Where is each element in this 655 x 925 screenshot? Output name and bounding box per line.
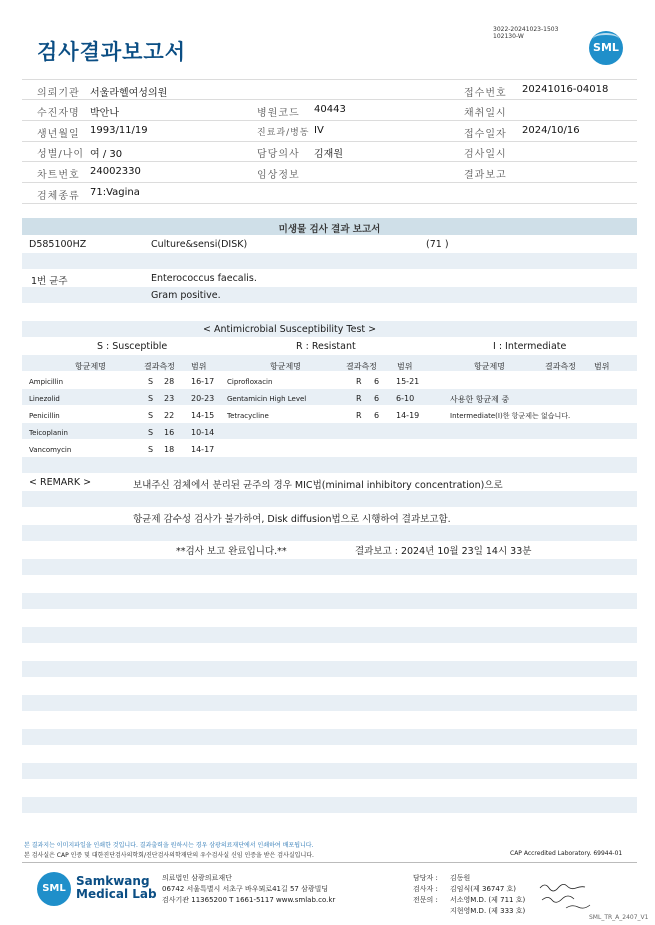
drug-name: Ciprofloxacin xyxy=(227,378,273,386)
dob-value: 1993/11/19 xyxy=(90,125,148,136)
strain-label: 1번 균주 xyxy=(31,276,68,287)
drug-name: Ampicillin xyxy=(29,378,64,386)
ward-code-value: 40443 xyxy=(314,104,346,115)
row-stripe xyxy=(22,287,637,303)
drug-name: Vancomycin xyxy=(29,446,72,454)
col-drug-header-3: 항균제명 xyxy=(474,362,505,371)
drug-name: Teicoplanin xyxy=(29,429,68,437)
drug-range: 16-17 xyxy=(191,377,215,386)
remark-line-1: 보내주신 검체에서 분리된 균주의 경우 MIC법(minimal inhibitory concentration)으로 xyxy=(133,480,503,491)
divider xyxy=(22,203,637,204)
drug-value: 16 xyxy=(164,428,175,437)
divider xyxy=(22,120,637,121)
row-stripe xyxy=(22,729,637,745)
sex-age-label: 성별/나이 xyxy=(37,149,85,160)
drug-range: 14-17 xyxy=(191,445,215,454)
footer-notice-1: 본 결과지는 이미지파일을 인쇄한 것입니다. 결과출력을 원하시는 경우 삼광의료재단에서 인쇄하여 배포됩니다. xyxy=(24,842,314,849)
divider xyxy=(22,79,637,80)
handwritten-signatures xyxy=(538,880,598,912)
row-stripe xyxy=(22,491,637,507)
drug-value: 6 xyxy=(374,411,380,420)
drug-range: 20-23 xyxy=(191,394,215,403)
row-stripe xyxy=(22,525,637,541)
collect-label: 채취일시 xyxy=(464,108,507,119)
report-codes xyxy=(493,26,558,40)
drug-name: Penicillin xyxy=(29,412,60,420)
row-stripe xyxy=(22,763,637,779)
sex-age-value: 여 / 30 xyxy=(90,149,123,160)
ward-code-label: 병원코드 xyxy=(257,108,300,119)
intermediate-note-2: Intermediate(I)한 항균제는 없습니다. xyxy=(450,412,571,420)
col-range-header-3: 범위 xyxy=(594,362,610,371)
drug-sr: R xyxy=(356,411,362,420)
col-range-header-2: 범위 xyxy=(397,362,413,371)
drug-sr: S xyxy=(148,445,154,454)
col-range-header-1: 범위 xyxy=(191,362,207,371)
footer-brand xyxy=(76,875,157,901)
row-stripe xyxy=(22,253,637,269)
receipt-no-label: 접수번호 xyxy=(464,88,507,99)
row-stripe xyxy=(22,627,637,643)
legend-susceptible: S : Susceptible xyxy=(97,341,168,352)
drug-range: 6-10 xyxy=(396,394,415,403)
col-result-header-3: 결과측정 xyxy=(545,362,576,371)
drug-value: 23 xyxy=(164,394,175,403)
brand-line-2: Medical Lab xyxy=(76,887,157,901)
drug-name: Gentamicin High Level xyxy=(227,395,307,403)
drug-value: 6 xyxy=(374,377,380,386)
drug-range: 14-15 xyxy=(191,411,215,420)
drug-sr: R xyxy=(356,394,362,403)
footer-notice-2: 본 검사실은 CAP 인증 및 대한진단검사의학회/진단검사의학재단의 우수검사실 신임 인증을 받은 검사실입니다. xyxy=(24,852,314,859)
gram-stain: Gram positive. xyxy=(151,290,221,301)
complete-text: **검사 보고 완료입니다.** xyxy=(176,546,287,557)
doc-code: SML_TR_A_2407_V1 xyxy=(589,914,649,921)
cap-accreditation: CAP Accredited Laboratory. 69944-01 xyxy=(510,850,623,857)
legend-resistant: R : Resistant xyxy=(296,341,356,352)
row-stripe xyxy=(22,423,637,439)
doctor-label: 담당의사 xyxy=(257,149,300,160)
patient-value: 박안나 xyxy=(90,108,119,119)
footer-sml-logo: SML xyxy=(37,872,71,906)
page-title: 검사결과보고서 xyxy=(37,40,187,64)
staff-value: 지현영M.D. (제 333 호) xyxy=(450,907,526,915)
report-label: 결과보고 xyxy=(464,170,507,181)
organism-name: Enterococcus faecalis. xyxy=(151,273,257,284)
footer-divider xyxy=(22,862,637,863)
drug-value: 22 xyxy=(164,411,175,420)
dept-value: IV xyxy=(314,125,324,136)
drug-sr: S xyxy=(148,377,154,386)
row-stripe xyxy=(22,593,637,609)
row-stripe xyxy=(22,559,637,575)
row-stripe xyxy=(22,695,637,711)
staff-values xyxy=(450,873,525,917)
org-line-1: 의료법인 삼광의료재단 xyxy=(162,874,232,882)
org-info xyxy=(162,873,335,906)
col-drug-header-1: 항균제명 xyxy=(75,362,106,371)
drug-sr: S xyxy=(148,394,154,403)
divider xyxy=(22,182,637,183)
test-date-label: 검사일시 xyxy=(464,149,507,160)
staff-label: 담당자 : xyxy=(413,874,438,882)
staff-value: 서소영M.D. (제 711 호) xyxy=(450,896,526,904)
doctor-value: 김재원 xyxy=(314,149,343,160)
receipt-date-value: 2024/10/16 xyxy=(522,125,580,136)
remark-line-2: 항균제 감수성 검사가 불가하여, Disk diffusion법으로 시행하여 결과보고함. xyxy=(133,514,451,525)
specimen-label: 검체종류 xyxy=(37,191,80,202)
test-code: D585100HZ xyxy=(29,239,87,250)
drug-value: 28 xyxy=(164,377,175,386)
staff-labels xyxy=(413,873,438,906)
clinical-label: 임상정보 xyxy=(257,170,300,181)
specimen-value: 71:Vagina xyxy=(90,187,140,198)
chart-value: 24002330 xyxy=(90,166,141,177)
test-name: Culture&sensi(DISK) xyxy=(151,239,248,250)
receipt-no-value: 20241016-04018 xyxy=(522,84,609,95)
institution-label: 의뢰기관 xyxy=(37,88,80,99)
drug-name: Linezolid xyxy=(29,395,60,403)
drug-value: 18 xyxy=(164,445,175,454)
patient-label: 수진자명 xyxy=(37,108,80,119)
row-stripe xyxy=(22,389,637,405)
row-stripe xyxy=(22,457,637,473)
legend-intermediate: I : Intermediate xyxy=(493,341,567,352)
report-time: 결과보고 : 2024년 10월 23일 14시 33분 xyxy=(355,546,532,557)
drug-sr: S xyxy=(148,411,154,420)
divider xyxy=(22,161,637,162)
row-stripe xyxy=(22,797,637,813)
drug-range: 10-14 xyxy=(191,428,215,437)
sml-logo: SML xyxy=(589,31,623,65)
section-title: 미생물 검사 결과 보고서 xyxy=(278,224,381,235)
org-line-3: 검사기관 11365200 T 1661-5117 www.smlab.co.kr xyxy=(162,896,336,904)
divider xyxy=(22,141,637,142)
staff-label: 전문의 : xyxy=(413,896,438,904)
ast-title: < Antimicrobial Susceptibility Test > xyxy=(203,324,377,335)
col-drug-header-2: 항균제명 xyxy=(270,362,301,371)
col-result-header-1: 결과측정 xyxy=(144,362,175,371)
staff-value: 김동원 xyxy=(450,874,471,882)
dept-label: 진료과/병동 xyxy=(257,128,310,138)
dob-label: 생년월일 xyxy=(37,129,80,140)
receipt-date-label: 접수일자 xyxy=(464,129,507,140)
institution-value: 서울라헬여성의원 xyxy=(90,88,168,99)
brand-line-1: Samkwang xyxy=(76,874,150,888)
drug-range: 15-21 xyxy=(396,377,420,386)
intermediate-note-1: 사용한 항균제 중 xyxy=(450,395,510,404)
org-line-2: 06742 서울특별시 서초구 바우뫼로41길 57 삼광빌딩 xyxy=(162,885,329,893)
divider xyxy=(22,99,637,100)
drug-name: Tetracycline xyxy=(227,412,269,420)
chart-label: 차트번호 xyxy=(37,170,80,181)
drug-sr: R xyxy=(356,377,362,386)
drug-range: 14-19 xyxy=(396,411,420,420)
staff-label: 검사자 : xyxy=(413,885,438,893)
code-line-1: 3022-20241023-1503 xyxy=(493,26,559,33)
test-suffix: (71 ) xyxy=(426,239,449,250)
row-stripe xyxy=(22,661,637,677)
staff-value: 김임식(제 36747 호) xyxy=(450,885,516,893)
drug-sr: S xyxy=(148,428,154,437)
code-line-2: 102130-W xyxy=(493,33,524,40)
drug-value: 6 xyxy=(374,394,380,403)
col-result-header-2: 결과측정 xyxy=(346,362,377,371)
remark-label: < REMARK > xyxy=(29,477,92,488)
